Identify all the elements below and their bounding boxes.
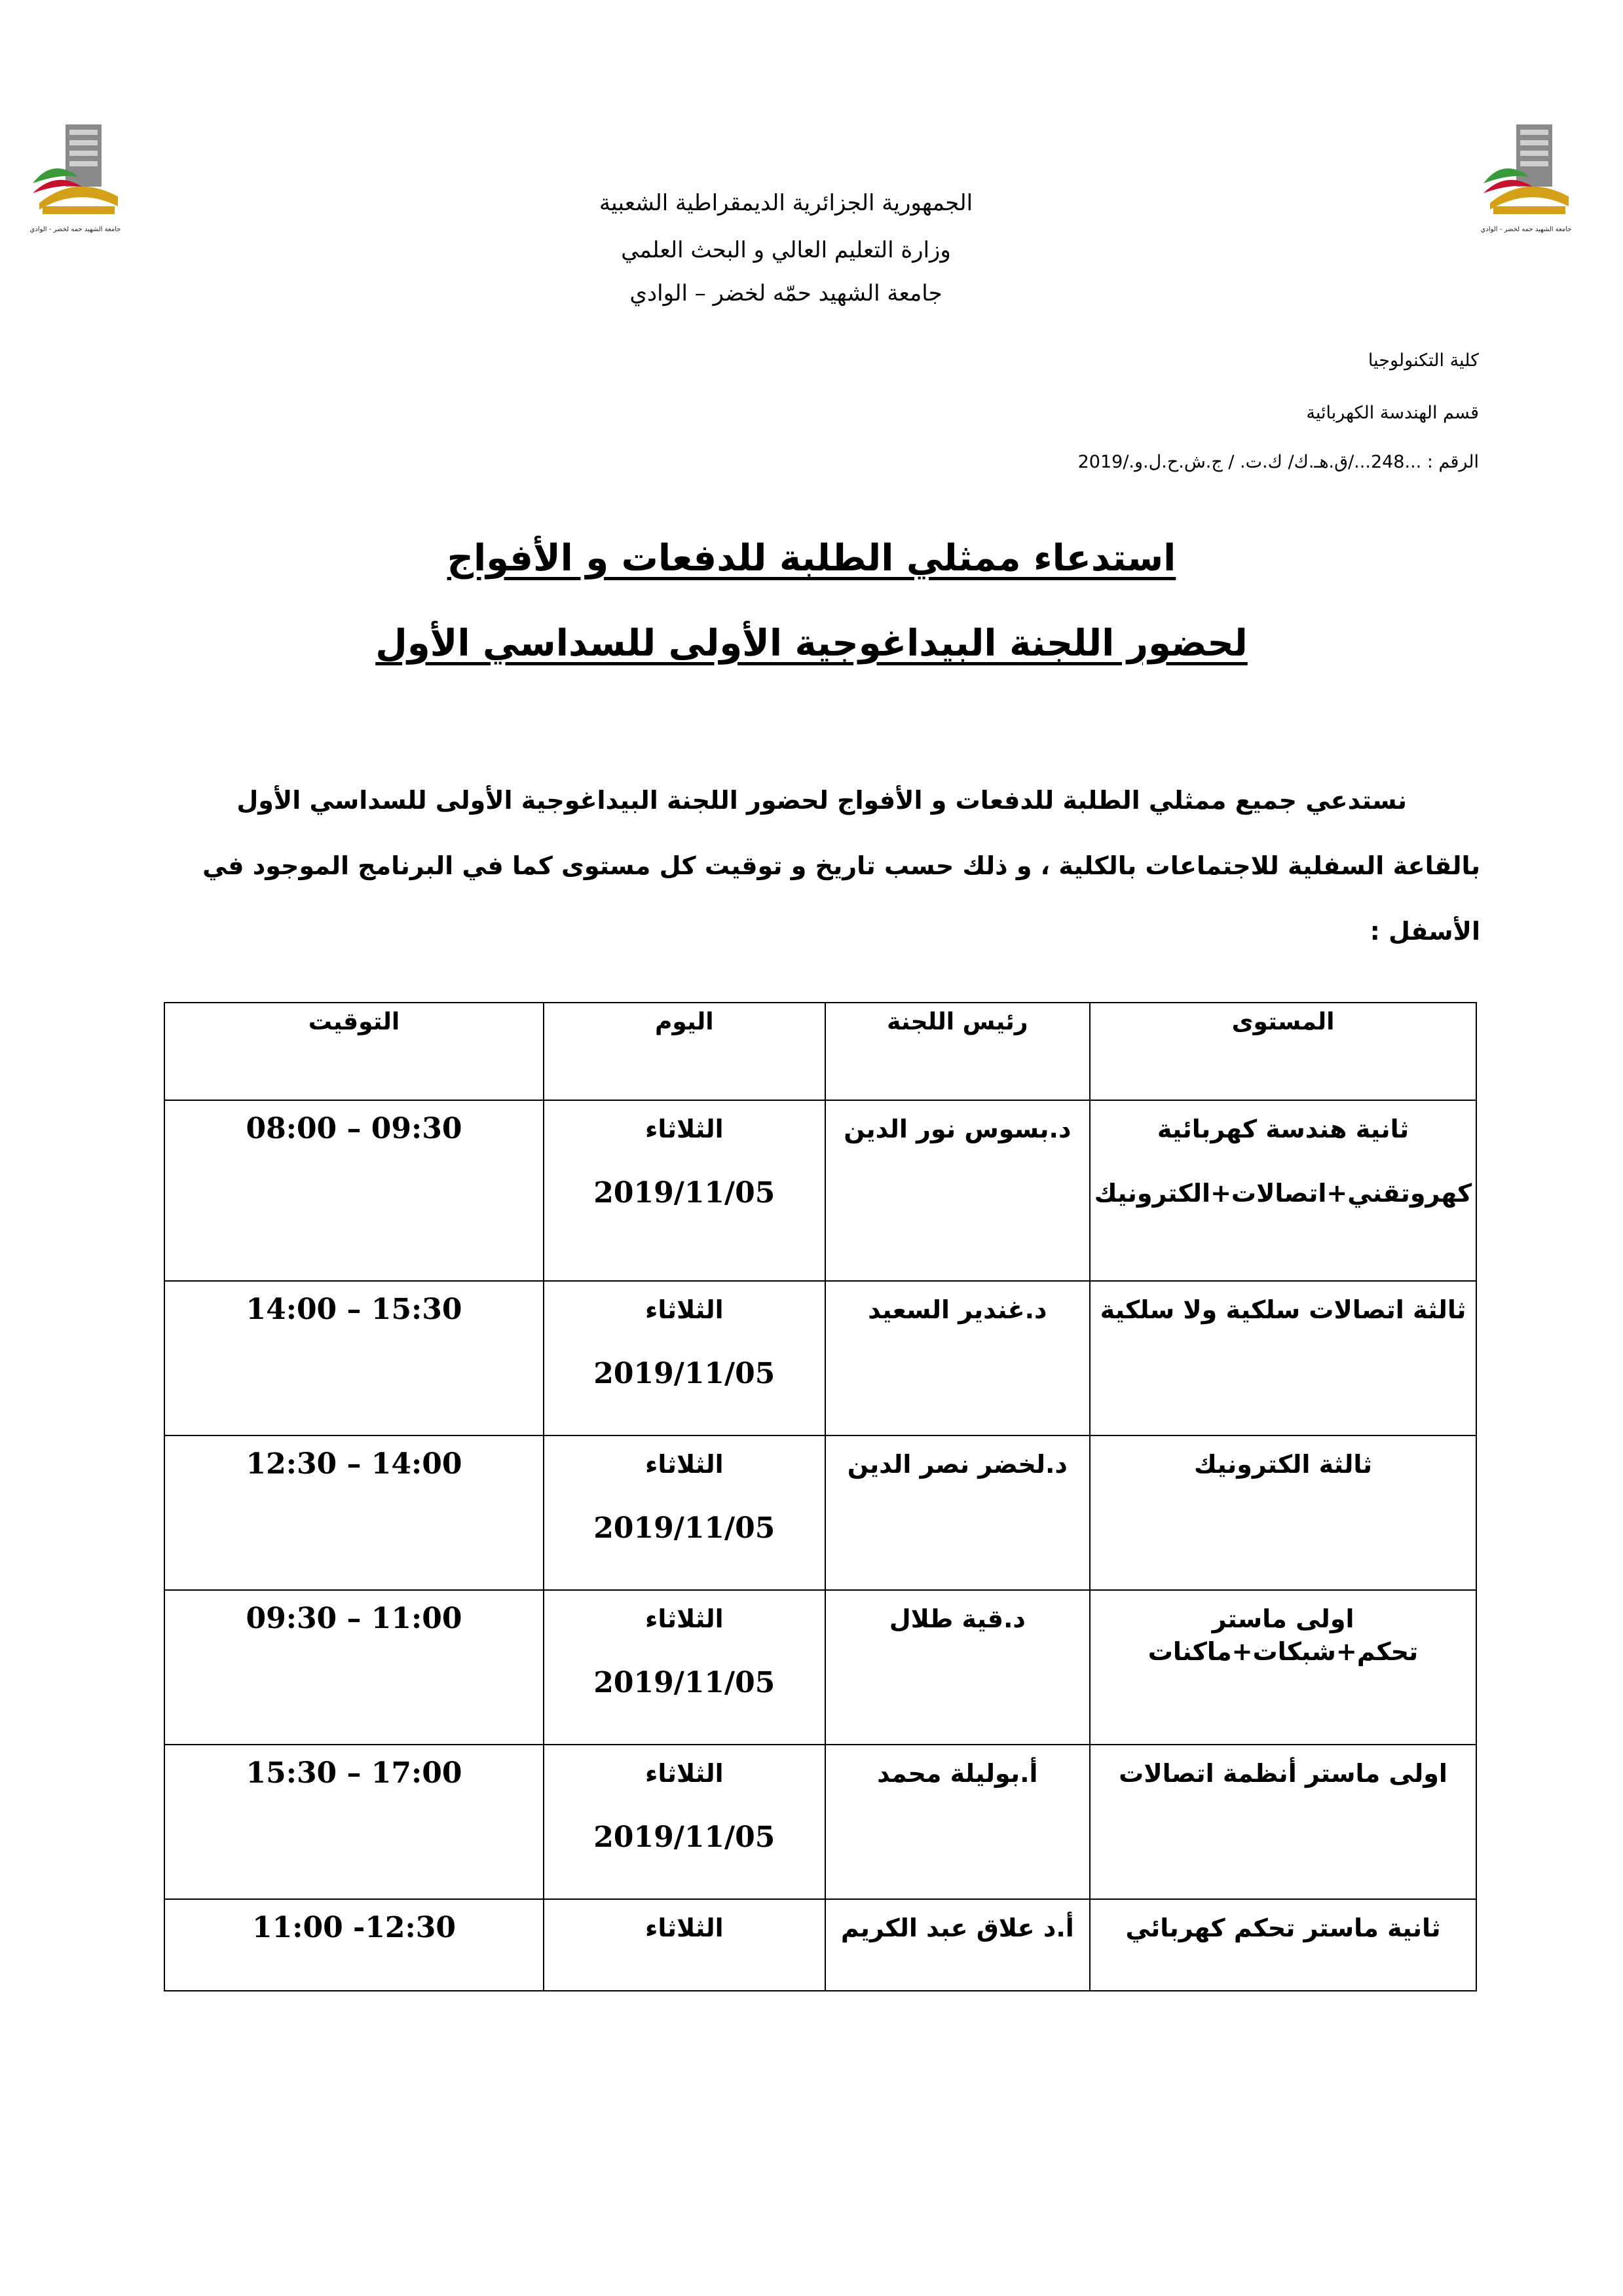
cell-chair (825, 1899, 1090, 1991)
day-text: الثلاثاء (645, 1914, 724, 1942)
header-day: اليوم (544, 1003, 825, 1100)
cell-chair (825, 1590, 1090, 1745)
level-text: ثالثة الكترونيك (1194, 1450, 1372, 1479)
time-text: 14:00 – 15:30 (246, 1293, 462, 1326)
body-line1: نستدعي جميع ممثلي الطلبة للدفعات و الأفواج لحضور اللجنة البيداغوجية الأولى للسداسي الأول (236, 786, 1407, 815)
table-row (164, 1435, 1476, 1590)
cell-level (1090, 1435, 1476, 1590)
cell-time (164, 1435, 544, 1590)
header-level: المستوى (1090, 1003, 1476, 1100)
university-logo-icon (1477, 111, 1575, 223)
department-name: قسم الهندسة الكهربائية (1306, 403, 1479, 423)
cell-time (164, 1281, 544, 1435)
university-logo-right (1477, 111, 1575, 239)
chair-text: د.لخضر نصر الدين (847, 1450, 1068, 1479)
cell-day (544, 1590, 825, 1745)
time-text: 08:00 – 09:30 (246, 1112, 462, 1145)
cell-day (544, 1745, 825, 1899)
header-ministry: وزارة التعليم العالي و البحث العلمي (621, 237, 951, 263)
cell-day (544, 1100, 825, 1281)
table-row (164, 1745, 1476, 1899)
cell-chair (825, 1745, 1090, 1899)
date-text: 2019/11/05 (593, 1176, 775, 1210)
cell-level (1090, 1100, 1476, 1281)
header-time: التوقيت (164, 1003, 544, 1100)
date-text: 2019/11/05 (593, 1821, 775, 1854)
time-text: 15:30 – 17:00 (246, 1756, 462, 1790)
cell-chair (825, 1435, 1090, 1590)
logo-caption: جامعة الشهيد حمه لخضر - الوادي (1480, 226, 1572, 233)
university-logo-left (26, 111, 124, 239)
level-text: اولى ماستر تحكم+شبكات+ماكنات (1147, 1604, 1419, 1666)
cell-time (164, 1745, 544, 1899)
cell-chair (825, 1281, 1090, 1435)
cell-level (1090, 1745, 1476, 1899)
cell-level (1090, 1590, 1476, 1745)
cell-time (164, 1100, 544, 1281)
cell-day (544, 1899, 825, 1991)
chair-text: أ.بوليلة محمد (877, 1759, 1038, 1788)
body-line2: بالقاعة السفلية للاجتماعات بالكلية ، و ذلك حسب تاريخ و توقيت كل مستوى كما في البرنامج الموجود في (202, 851, 1480, 880)
cell-level (1090, 1281, 1476, 1435)
header-country: الجمهورية الجزائرية الديمقراطية الشعبية (599, 190, 973, 216)
cell-time (164, 1590, 544, 1745)
level-text: اولى ماستر أنظمة اتصالات (1119, 1759, 1447, 1788)
level-text: ثانية ماستر تحكم كهربائي (1125, 1914, 1441, 1942)
table-row (164, 1899, 1476, 1991)
date-text: 2019/11/05 (593, 1666, 775, 1699)
level-text: ثانية هندسة كهربائية (1157, 1115, 1409, 1143)
cell-time (164, 1899, 544, 1991)
body-line3: الأسفل : (1370, 917, 1480, 946)
schedule-table (164, 1002, 1477, 1991)
cell-chair (825, 1100, 1090, 1281)
day-text: الثلاثاء (645, 1295, 724, 1324)
chair-text: د.بسوس نور الدين (844, 1115, 1072, 1143)
header-university: جامعة الشهيد حمّه لخضر – الوادي (629, 280, 942, 306)
document-title-line2: لحضور اللجنة البيداغوجية الأولى للسداسي الأول (375, 622, 1248, 665)
document-title-line1: استدعاء ممثلي الطلبة للدفعات و الأفواج (447, 537, 1176, 580)
chair-text: د.قية طلال (889, 1604, 1026, 1633)
university-logo-icon (26, 111, 124, 223)
day-text: الثلاثاء (645, 1759, 724, 1788)
day-text: الثلاثاء (645, 1450, 724, 1479)
time-text: 11:00 -12:30 (252, 1911, 456, 1944)
faculty-name: كلية التكنولوجيا (1368, 350, 1479, 371)
time-text: 09:30 – 11:00 (246, 1602, 462, 1635)
logo-caption: جامعة الشهيد حمه لخضر - الوادي (29, 226, 121, 233)
date-text: 2019/11/05 (593, 1357, 775, 1390)
cell-level (1090, 1899, 1476, 1991)
header-chair: رئيس اللجنة (825, 1003, 1090, 1100)
level-text: ثالثة اتصالات سلكية ولا سلكية (1100, 1295, 1466, 1324)
day-text: الثلاثاء (645, 1604, 724, 1633)
reference-number: الرقم : ...248.../ق.هـ.ك/ ك.ت. / ج.ش.ح.ل.و./2019 (1077, 452, 1479, 472)
table-row (164, 1590, 1476, 1745)
date-text: 2019/11/05 (593, 1511, 775, 1545)
level-subtext: كهروتقني+اتصالات+الكترونيك (1094, 1179, 1472, 1208)
cell-day (544, 1435, 825, 1590)
time-text: 12:30 – 14:00 (246, 1447, 462, 1481)
day-text: الثلاثاء (645, 1115, 724, 1143)
cell-day (544, 1281, 825, 1435)
table-header-row (164, 1003, 1476, 1100)
table-row (164, 1281, 1476, 1435)
table-row (164, 1100, 1476, 1281)
chair-text: أ.د علاق عبد الكريم (840, 1914, 1074, 1942)
chair-text: د.غندير السعيد (868, 1295, 1047, 1324)
